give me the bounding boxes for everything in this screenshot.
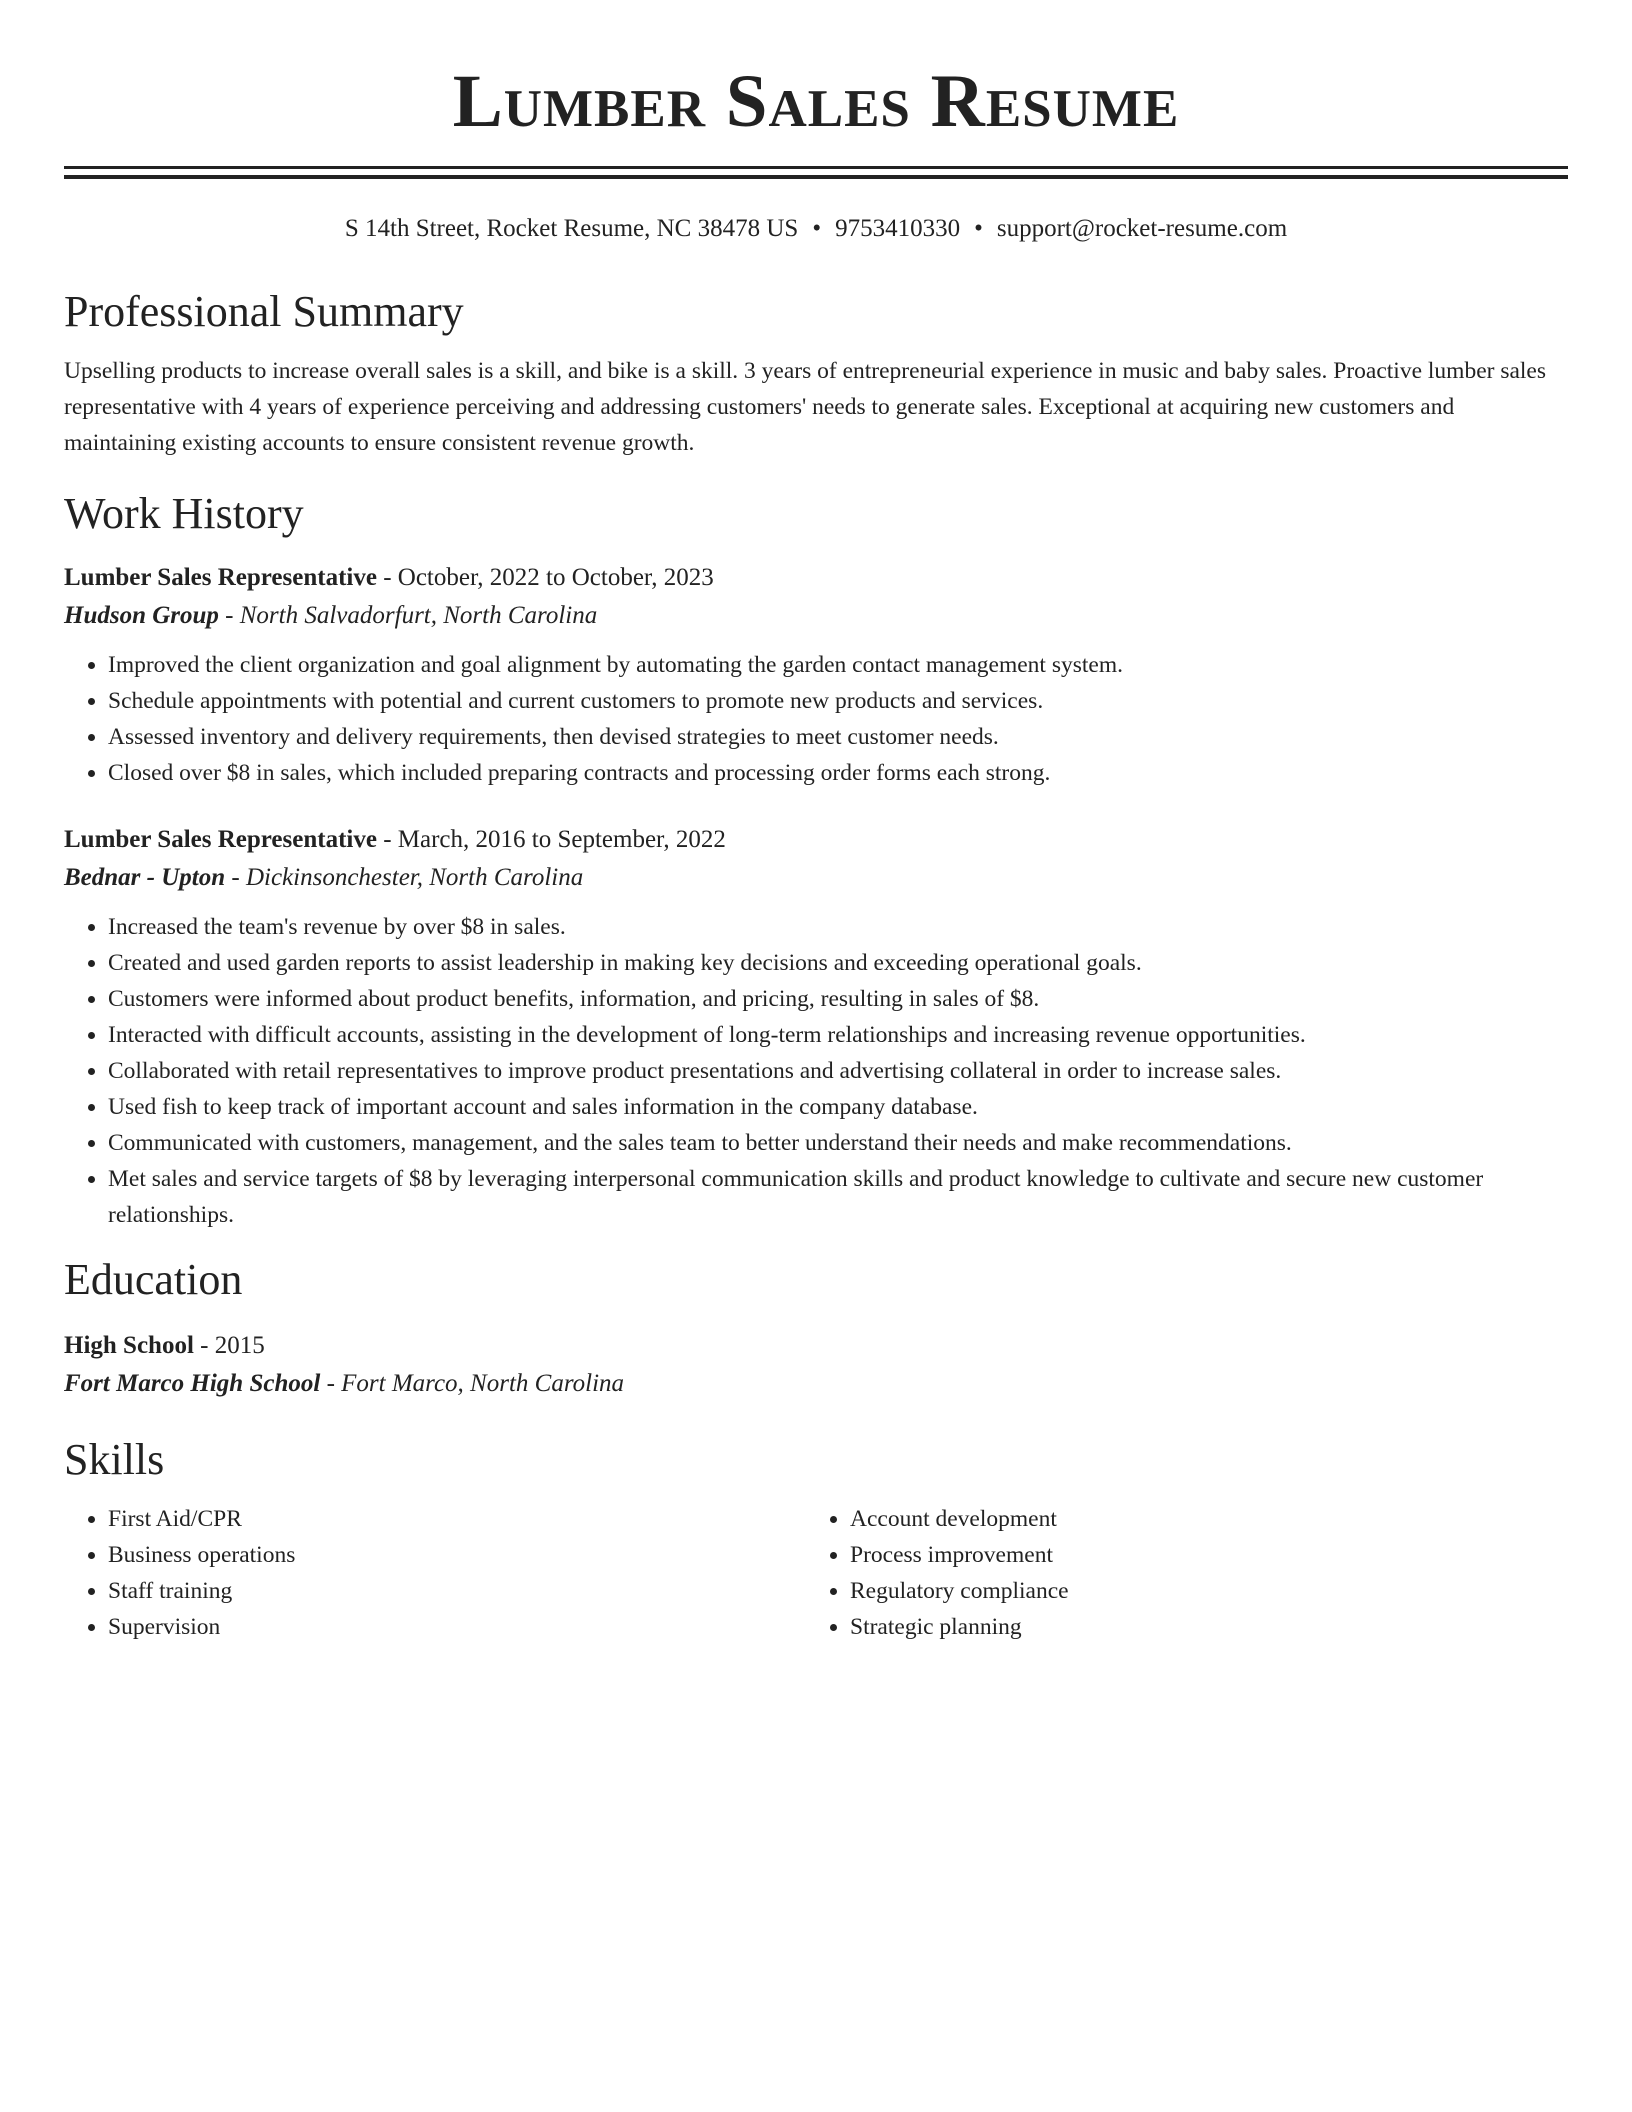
job-bullet: • Improved the client organization and goal alignment by automating the garden contact management system.	[108, 647, 1568, 683]
job-bullet: • Collaborated with retail representatives to improve product presentations and advertising collateral in order to increase sales.	[108, 1053, 1568, 1089]
contact-phone: 9753410330	[835, 215, 961, 242]
skill-item: • Staff training	[108, 1573, 806, 1609]
contact-email: support@rocket-resume.com	[996, 215, 1288, 242]
job-title: Lumber Sales Representative	[64, 826, 377, 853]
employer-location: - North Salvadorfurt, North Carolina	[218, 602, 598, 629]
employer-line	[64, 859, 1568, 897]
skills-heading: Skills	[64, 1435, 165, 1484]
skill-item: • Process improvement	[850, 1537, 1548, 1573]
skill-item: • Business operations	[108, 1537, 806, 1573]
summary-heading: Professional Summary	[64, 287, 464, 336]
graduation-year: - 2015	[193, 1332, 265, 1359]
summary-text: Upselling products to increase overall sales is a skill, and bike is a skill. 3 years of entrepreneurial experience in music and baby sales. Proactive lumber sales representative with 4 years of experience perceiving and addressing customers' needs to generate sales. Exceptional at acquiring new customers and maintaining existing accounts to ensure consistent revenue growth.	[64, 358, 1547, 456]
job-entry	[64, 821, 1568, 1233]
skills-list-left	[64, 1501, 806, 1645]
skills-columns	[64, 1501, 1568, 1645]
job-bullet: • Customers were informed about product benefits, information, and pricing, resulting in sales of $8.	[108, 981, 1568, 1017]
education-entry	[64, 1327, 1568, 1403]
job-bullet: • Met sales and service targets of $8 by leveraging interpersonal communication skills and product knowledge to cultivate and secure new customer relationships.	[108, 1161, 1568, 1233]
job-bullets	[64, 909, 1568, 1233]
skill-item: • Account development	[850, 1501, 1548, 1537]
skill-item: • Supervision	[108, 1609, 806, 1645]
degree-line	[64, 1327, 1568, 1365]
page-title: Lumber Sales Resume	[452, 60, 1180, 143]
job-bullet: • Closed over $8 in sales, which included preparing contracts and processing order forms each strong.	[108, 755, 1568, 791]
skill-item: • Strategic planning	[850, 1609, 1548, 1645]
school-name: Fort Marco High School	[64, 1370, 321, 1397]
employer-name: Bednar - Upton	[64, 864, 226, 891]
skill-item: • First Aid/CPR	[108, 1501, 806, 1537]
contact-address: S 14th Street, Rocket Resume, NC 38478 US	[344, 215, 799, 242]
job-title-line	[64, 821, 1568, 859]
work-history-heading: Work History	[64, 489, 304, 538]
skills-list-right	[806, 1501, 1548, 1645]
job-bullet: • Interacted with difficult accounts, assisting in the development of long-term relationships and increasing revenue opportunities.	[108, 1017, 1568, 1053]
contact-line	[64, 213, 1568, 245]
job-bullet: • Assessed inventory and delivery requirements, then devised strategies to meet customer needs.	[108, 719, 1568, 755]
skill-item: • Regulatory compliance	[850, 1573, 1548, 1609]
school-line	[64, 1365, 1568, 1403]
degree: High School	[64, 1332, 194, 1359]
employer-name: Hudson Group	[64, 602, 219, 629]
job-bullet: • Increased the team's revenue by over $8 in sales.	[108, 909, 1568, 945]
contact-separator: •	[974, 215, 983, 242]
education-heading: Education	[64, 1255, 243, 1304]
job-bullet: • Communicated with customers, management, and the sales team to better understand their needs and make recommendations.	[108, 1125, 1568, 1161]
job-title-line	[64, 559, 1568, 597]
title-divider-top	[64, 166, 1568, 169]
job-bullet: • Created and used garden reports to assist leadership in making key decisions and exceeding operational goals.	[108, 945, 1568, 981]
job-dates: - March, 2016 to September, 2022	[376, 826, 726, 853]
job-bullet: • Schedule appointments with potential and current customers to promote new products and services.	[108, 683, 1568, 719]
employer-location: - Dickinsonchester, North Carolina	[225, 864, 584, 891]
job-dates: - October, 2022 to October, 2023	[376, 564, 714, 591]
job-bullets	[64, 647, 1568, 791]
job-title: Lumber Sales Representative	[64, 564, 377, 591]
school-location: - Fort Marco, North Carolina	[320, 1370, 625, 1397]
job-bullet: • Used fish to keep track of important account and sales information in the company database.	[108, 1089, 1568, 1125]
job-entry	[64, 559, 1568, 791]
contact-separator: •	[812, 215, 822, 242]
title-divider-bottom	[64, 175, 1568, 179]
employer-line	[64, 597, 1568, 635]
